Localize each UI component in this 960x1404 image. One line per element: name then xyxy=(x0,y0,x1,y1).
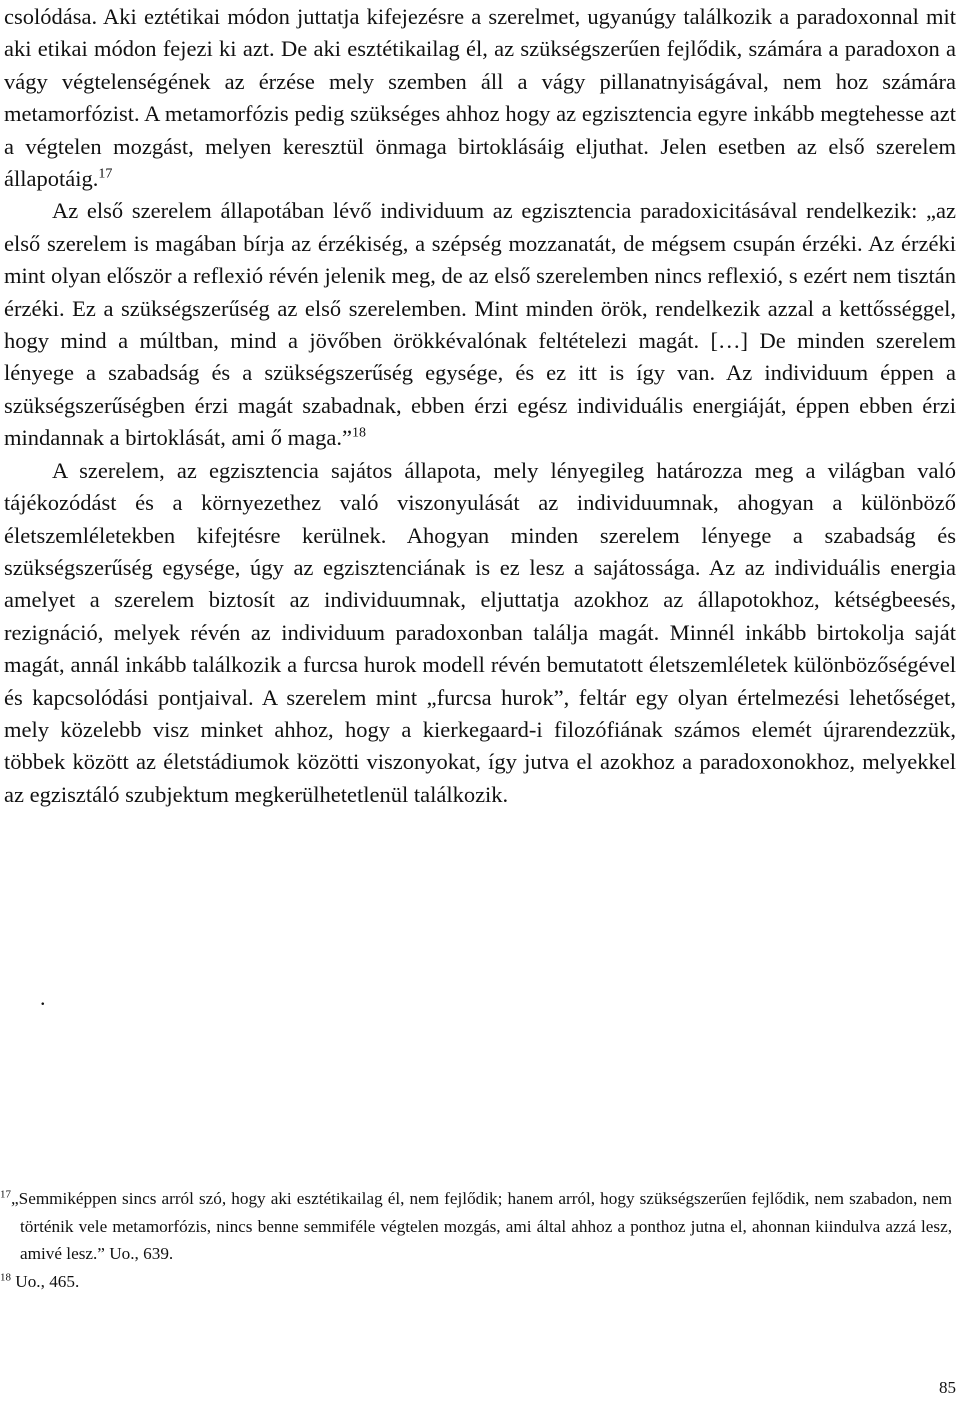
page-number: 85 xyxy=(939,1378,956,1397)
footnote-17 xyxy=(0,1185,952,1268)
footnote-number: 17 xyxy=(0,1188,11,1201)
footnote-text: „Semmiképpen sincs arról szó, hogy aki esztétikailag él, nem fejlődik; hanem arról, hogy szükségszerűen fejlődik, nem szabadon, nem történik vele metamorfózis, nincs benne semmiféle végtelen mozgás, ami által ahhoz a ponthoz jutna el, ahonnan kiindulva azzá lesz, amivé lesz.” Uo., 639. xyxy=(11,1189,952,1264)
main-text xyxy=(4,0,956,811)
paragraph-1-text: csolódása. Aki eztétikai módon juttatja kifejezésre a szerelmet, ugyanúgy találkozik a paradoxonnal mit aki etikai módon fejezi ki azt. De aki esztétikailag él, az szükségszerűen fejlődik, számára a paradoxon a vágy végtelenségének az érzése mely szemben áll a vágy pillanatnyiságával, nem hoz számára metamorfózist. A metamorfózis pedig szükséges ahhoz hogy az egzisztencia egyre inkább megtehesse azt a végtelen mozgást, melyen keresztül önmaga birtoklásáig eljuthat. Jelen esetben az első szerelem állapotáig. xyxy=(4,4,956,192)
paragraph-3 xyxy=(4,455,956,811)
footnotes-section xyxy=(0,1185,952,1295)
paragraph-3-text: A szerelem, az egzisztencia sajátos állapota, mely lényegileg határozza meg a világban való tájékozódást és a környezethez való viszonyulását az individuumnak, ahogyan a különböző életszemléletekben kifejtésre kerülnek. Ahogyan minden szerelem lényege a szabadság és szükségszerűség egysége, úgy az egzisztenciának is ez lesz a sajátossága. Az az individuális energia amelyet a szerelem biztosít az individuumnak, eljuttatja azokhoz az állapotokhoz, kétségbeesés, rezignáció, melyek révén az individuum paradoxonban találja magát. Minnél inkább birtokolja saját magát, annál inkább találkozik a furcsa hurok modell révén bemutatott életszemléletek különbözőségével és kapcsolódási pontjaival. A szerelem mint „furcsa hurok”, feltár egy olyan értelmezési lehetőséget, mely közelebb visz minket ahhoz, hogy a kierkegaard-i filozófiának számos elemét újrarendezzük, többek között az életstádiumok közötti viszonyokat, így jutva el azokhoz a paradoxonokhoz, melyekkel az egzisztáló szubjektum megkerülhetetlenül találkozik. xyxy=(4,457,956,807)
footnote-text: Uo., 465. xyxy=(15,1271,80,1291)
footnote-ref-18[interactable]: 18 xyxy=(352,425,367,441)
footnote-ref-17[interactable]: 17 xyxy=(98,166,113,182)
stray-dot: . xyxy=(40,985,46,1010)
footnote-18 xyxy=(0,1268,952,1296)
paragraph-2-text: Az első szerelem állapotában lévő individuum az egzisztencia paradoxicitásával rendelkezik: „az első szerelem is magában bírja az érzékiség, a szépség mozzanatát, de mégsem csupán érzéki. Az érzéki mint olyan először a reflexió révén jelenik meg, de az első szerelemben nincs reflexió, s ezért nem tisztán érzéki. Ez a szükségszerűség az első szerelemben. Mint minden örök, rendelkezik azzal a kettősséggel, hogy mind a múltban, mind a jövőben örökkévalónak feltételezi magát. […] De minden szerelem lényege a szabadság és a szükségszerűség egysége, és ez itt is így van. Az individuum éppen a szükségszerűségben érzi magát szabadnak, ebben érzi egész individuális energiáját, éppen ebben érzi mindannak a birtoklását, ami ő maga.” xyxy=(4,198,956,451)
paragraph-1 xyxy=(4,1,956,195)
footnote-number: 18 xyxy=(0,1271,11,1284)
page-content xyxy=(4,0,956,811)
paragraph-2 xyxy=(4,195,956,454)
